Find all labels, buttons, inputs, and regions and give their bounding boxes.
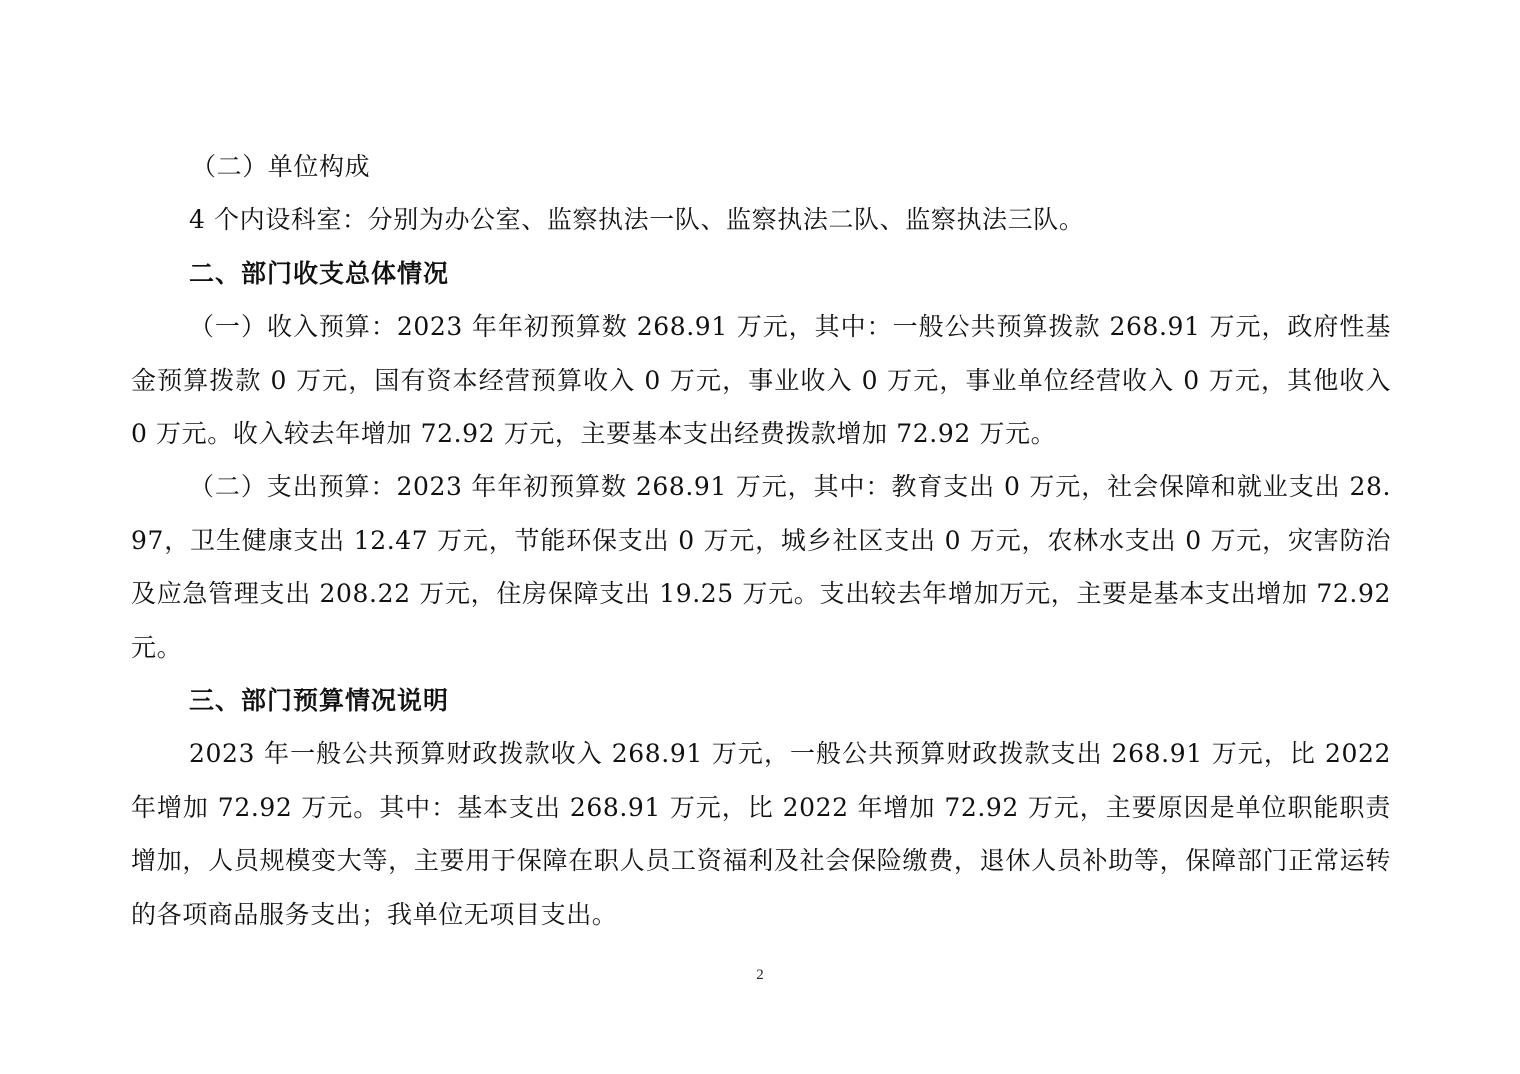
section-heading-budget-explanation: 三、部门预算情况说明 [189, 686, 450, 716]
budget-explanation-paragraph: 2023 年一般公共预算财政拨款收入 268.91 万元，一般公共预算财政拨款支出 268.91 万元，比 2022 年增加 72.92 万元。其中：基本支出 268.91 万元，比 2022 年增加 72.92 万元，主要原因是单位职能职责增加，人员规模变大等，主要用于保障在职人员工资福利及社会保险缴费，退休人员补助等，保障部门正常运转的各项商品服务支出；我单位无项目支出。 [131, 739, 1391, 929]
unit-composition-subheading: （二）单位构成 [191, 152, 371, 181]
unit-composition-paragraph: 4 个内设科室：分别为办公室、监察执法一队、监察执法二队、监察执法三队。 [189, 205, 1085, 235]
expenditure-budget-paragraph: （二）支出预算：2023 年年初预算数 268.91 万元，其中：教育支出 0 万元，社会保障和就业支出 28.97，卫生健康支出 12.47 万元，节能环保支出 0 万元，城乡社区支出 0 万元，农林水支出 0 万元，灾害防治及应急管理支出 208.22 万元，住房保障支出 19.25 万元。支出较去年增加万元，主要是基本支出增加 72.92 元。 [131, 472, 1391, 662]
revenue-budget-paragraph: （一）收入预算：2023 年年初预算数 268.91 万元，其中：一般公共预算拨款 268.91 万元，政府性基金预算拨款 0 万元，国有资本经营预算收入 0 万元，事业收入 0 万元，事业单位经营收入 0 万元，其他收入 0 万元。收入较去年增加 72.92 万元，主要基本支出经费拨款增加 72.92 万元。 [131, 312, 1391, 449]
document-body [131, 140, 1391, 941]
section-heading-revenue-expenditure: 二、部门收支总体情况 [189, 258, 450, 288]
page-number: 2 [756, 967, 764, 983]
